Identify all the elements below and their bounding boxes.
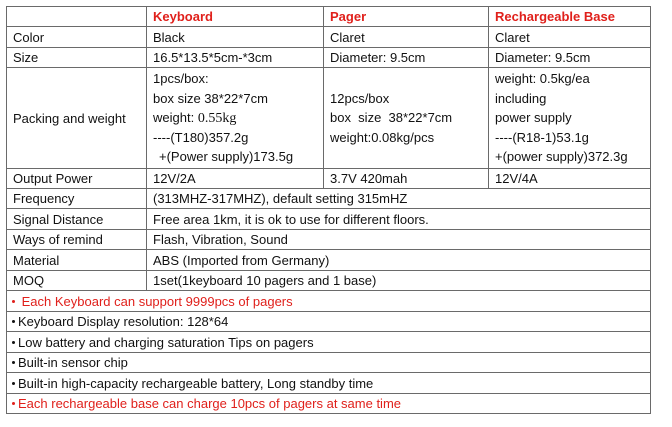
bullet-row [7,394,651,414]
moq-value: 1set(1keyboard 10 pagers and 1 base) [147,271,651,291]
bullet-dot-icon [12,382,15,385]
bullet-dot-icon [12,320,15,323]
row-color [7,27,651,48]
row-size [7,48,651,68]
packing-keyboard-line [153,108,317,128]
row-label: Signal Distance [7,209,147,230]
bullet-row [7,291,651,312]
header-empty-cell [7,7,147,27]
packing-keyboard-line: box size 38*22*7cm [153,90,268,106]
row-moq [7,271,651,291]
bullet-display-resolution [7,312,651,332]
row-frequency [7,189,651,209]
weight-value: 0.55kg [197,111,237,127]
row-signal-distance [7,209,651,230]
bullet-dot-icon [12,402,15,405]
row-material [7,250,651,271]
header-keyboard: Keyboard [147,7,324,27]
bullet-text: Low battery and charging saturation Tips on pagers [18,334,314,350]
bullet-dot-icon [12,341,15,344]
packing-base [489,68,651,169]
header-base: Rechargeable Base [489,7,651,27]
header-pager: Pager [324,7,489,27]
packing-pager-line: box size 38*22*7cm [330,110,453,126]
bullet-dot-icon [12,361,15,364]
row-output-power [7,169,651,189]
bullet-dot-icon [12,300,15,303]
size-base: Diameter: 9.5cm [489,48,651,68]
bullet-base-charging [7,394,651,414]
ways-of-remind-value: Flash, Vibration, Sound [147,230,651,250]
bullet-row [7,332,651,353]
color-keyboard: Black [147,27,324,48]
size-keyboard: 16.5*13.5*5cm-*3cm [147,48,324,68]
output-base: 12V/4A [489,169,651,189]
packing-pager-line: 12pcs/box [330,90,390,106]
frequency-value: (313MHZ-317MHZ), default setting 315mHZ [147,189,651,209]
row-label: Color [7,27,147,48]
row-label: Material [7,250,147,271]
bullet-keyboard-capacity [7,291,651,312]
packing-base-line: including [495,90,547,106]
packing-keyboard-line: +(Power supply)173.5g [159,149,294,165]
spec-table [6,6,651,414]
size-pager: Diameter: 9.5cm [324,48,489,68]
signal-distance-value: Free area 1km, it is ok to use for different floors. [147,209,651,230]
row-ways-of-remind [7,230,651,250]
packing-base-line: power supply [495,110,572,126]
row-label: Frequency [7,189,147,209]
bullet-sensor-chip [7,353,651,373]
header-row [7,7,651,27]
bullet-row [7,353,651,373]
packing-pager-line: weight:0.08kg/pcs [330,129,435,145]
packing-base-line: weight: 0.5kg/ea [495,71,590,87]
packing-keyboard-line: 1pcs/box: [153,71,209,87]
bullet-text: Keyboard Display resolution: 128*64 [18,314,229,329]
bullet-text: Each Keyboard can support 9999pcs of pagers [18,293,293,309]
bullet-low-battery [7,332,651,353]
packing-base-line: ----(R18-1)53.1g [495,129,589,145]
color-pager: Claret [324,27,489,48]
material-value: ABS (Imported from Germany) [147,250,651,271]
bullet-text: Built-in sensor chip [18,355,128,370]
bullet-battery [7,373,651,394]
packing-keyboard [147,68,324,169]
row-label: MOQ [7,271,147,291]
row-label: Ways of remind [7,230,147,250]
row-label: Output Power [7,169,147,189]
bullet-text: Built-in high-capacity rechargeable battery, Long standby time [18,375,374,391]
row-packing [7,68,651,169]
row-label: Size [7,48,147,68]
packing-keyboard-line: ----(T180)357.2g [153,129,249,145]
output-pager: 3.7V 420mah [324,169,489,189]
packing-pager [324,68,489,169]
weight-label: weight: [153,110,198,126]
packing-base-line: +(power supply)372.3g [495,149,628,165]
output-keyboard: 12V/2A [147,169,324,189]
bullet-text: Each rechargeable base can charge 10pcs of pagers at same time [18,396,402,411]
row-label: Packing and weight [7,68,147,169]
bullet-row [7,373,651,394]
color-base: Claret [489,27,651,48]
bullet-row [7,312,651,332]
